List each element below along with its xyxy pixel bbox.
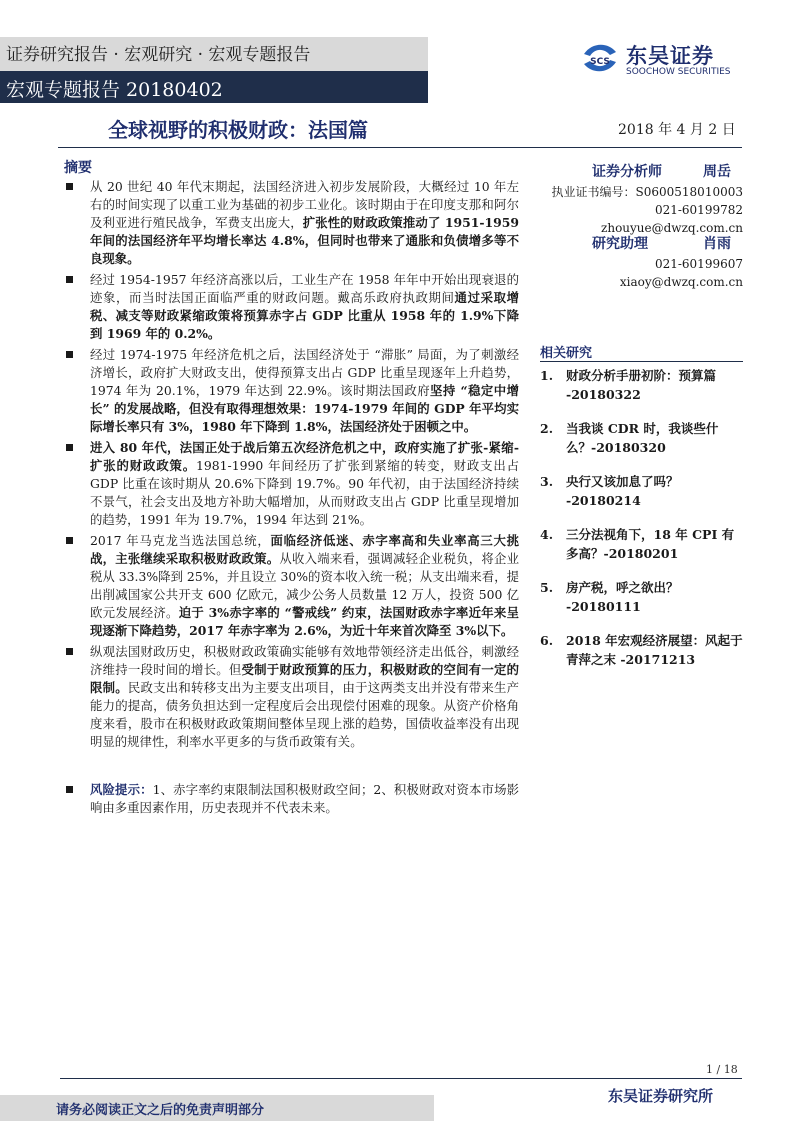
related-research-list: [540, 366, 745, 684]
abstract-heading: 摘要: [64, 160, 92, 176]
report-type-label: 宏观专题报告 20180402: [6, 79, 223, 101]
body-text: 从 20 世纪 40 年代末期起，法国经济进入初步发展阶段，大概经过 10 年左右的时间实现了以重工业为基础的初步工业化。该时期由于在印度支那和阿尔及利亚进行殖民战争，军费支出庞大，: [90, 179, 519, 230]
related-research-divider: [540, 361, 743, 362]
related-research-number: 5.: [540, 580, 554, 595]
abstract-paragraph: [64, 439, 519, 529]
company-logo: [578, 40, 748, 82]
assistant-name: 肖雨: [703, 236, 731, 252]
bullet-icon: [66, 444, 73, 451]
related-research-item[interactable]: [540, 419, 745, 457]
highlight-text: 受制于财政预算的压力，积极财政的空间有一定的限制。: [90, 662, 520, 695]
highlight-text: 坚持 “稳定中增长” 的发展战略，但没有取得理想效果：1974-1979 年间的 GDP 年平均实际增长率只有 3%，1980 年下降到 1.8%，法国经济处于困顿之中。: [90, 383, 519, 434]
bullet-icon: [66, 786, 73, 793]
analyst-cert: 执业证书编号：S0600518010003: [551, 185, 743, 199]
related-research-title: 央行又该加息了吗？ -20180214: [566, 474, 679, 508]
report-title: 全球视野的积极财政：法国篇: [108, 118, 368, 142]
assistant-email: xiaoy@dwzq.com.cn: [619, 275, 743, 289]
analyst-name: 周岳: [703, 164, 731, 180]
related-research-number: 1.: [540, 368, 554, 383]
related-research-title: 房产税，呼之欲出？ -20180111: [566, 580, 679, 614]
highlight-text: 进入 80 年代，法国正处于战后第五次经济危机之中，政府实施了扩张-紧缩-扩张的财政政策。: [90, 440, 519, 473]
bullet-icon: [66, 276, 73, 283]
abstract-paragraph: [64, 271, 519, 343]
body-text: 民政支出和转移支出为主要支出项目，由于这两类支出并没有带来生产能力的提高，债务负担达到一定程度后会出现偿付困难的现象。从资产价格角度来看，股市在积极财政政策期间整体呈现上涨的趋势，国债收益率没有出现明显的规律性，利率水平更多的与货币政策有关。: [90, 680, 520, 749]
title-divider: [58, 147, 742, 148]
abstract-paragraph: [64, 532, 519, 640]
related-research-item[interactable]: [540, 366, 745, 404]
body-text: 1981-1990 年间经历了扩张到紧缩的转变，财政支出占 GDP 比重在该时期从 20.6%下降到 19.7%。90 年代初，由于法国经济持续不景气，社会支出及地方补助大幅增加，从而财政支出占 GDP 比重呈现增加的趋势，1991 年为 19.7%，1994 年达到 21%。: [90, 458, 519, 527]
related-research-title: 当我谈 CDR 时，我谈些什么？-20180320: [566, 421, 719, 455]
analyst-phone: 021-60199782: [654, 203, 743, 217]
highlight-text: 迫于 3%赤字率的 “警戒线” 约束，法国财政赤字率近年来呈现逐渐下降趋势，2017 年赤字率为 2.6%，为近十年来首次降至 3%以下。: [90, 605, 520, 638]
abstract-paragraph: [64, 643, 519, 751]
related-research-item[interactable]: [540, 472, 745, 510]
body-text: 经过 1974-1975 年经济危机之后，法国经济处于 “滞胀” 局面，为了刺激经济增长，政府扩大财政支出，使得预算支出占 GDP 比重呈现逐年上升趋势，1974 年为 20.1%，1979 年达到 22.9%。该时期法国政府: [90, 347, 519, 398]
analyst-email: zhouyue@dwzq.com.cn: [601, 221, 743, 235]
abstract-paragraph: [64, 178, 519, 268]
bullet-icon: [66, 648, 73, 655]
footer-institute: 东吴证券研究所: [608, 1087, 714, 1105]
bullet-icon: [66, 183, 73, 190]
risk-warning: [64, 781, 519, 817]
analyst-row: [540, 163, 743, 181]
body-text: 纵观法国财政历史，积极财政政策确实能够有效地带领经济走出低谷，刺激经济维持一段时间的增长。但: [90, 644, 519, 677]
related-research-item[interactable]: [540, 578, 745, 616]
logo-mark-icon: [578, 40, 622, 80]
related-research-number: 3.: [540, 474, 554, 489]
assistant-row: [540, 235, 743, 253]
related-research-title: 三分法视角下，18 年 CPI 有多高？-20180201: [566, 527, 735, 561]
risk-label: 风险提示：: [90, 782, 153, 797]
analyst-info: [540, 165, 743, 291]
related-research-number: 2.: [540, 421, 554, 436]
related-research-title: 财政分析手册初阶：预算篇 -20180322: [566, 368, 717, 402]
footer-divider: [60, 1078, 742, 1079]
highlight-text: 通过采取增税、减支等财政紧缩政策将预算赤字占 GDP 比重从 1958 年的 1.9%下降到 1969 年的 0.2%。: [90, 290, 520, 341]
risk-text: 1、赤字率约束限制法国积极财政空间；2、积极财政对资本市场影响由多重因素作用，历史表现并不代表未来。: [90, 782, 519, 815]
logo-name-en: SOOCHOW SECURITIES: [626, 67, 731, 77]
analyst-role: 证券分析师: [592, 164, 662, 180]
abstract-body: [64, 178, 519, 820]
related-research-number: 4.: [540, 527, 554, 542]
abstract-paragraph-list: [64, 178, 519, 751]
highlight-text: 面临经济低迷、赤字率高和失业率高三大挑战，主张继续采取积极财政政策。: [90, 533, 519, 566]
logo-badge-text: SCS: [590, 57, 610, 67]
assistant-phone: 021-60199607: [654, 257, 743, 271]
related-research-heading: 相关研究: [540, 346, 593, 361]
assistant-role: 研究助理: [592, 236, 648, 252]
page-number: 1 / 18: [706, 1063, 738, 1076]
related-research-title: 2018 年宏观经济展望：风起于青萍之末 -20171213: [566, 633, 743, 667]
related-research-number: 6.: [540, 633, 554, 648]
bullet-icon: [66, 351, 73, 358]
footer-disclaimer-bar: [0, 1095, 434, 1121]
breadcrumb: 证券研究报告 · 宏观研究 · 宏观专题报告: [6, 45, 311, 65]
related-research-item[interactable]: [540, 525, 745, 563]
bullet-icon: [66, 537, 73, 544]
related-research-item[interactable]: [540, 631, 745, 669]
highlight-text: 扩张性的财政政策推动了 1951-1959 年间的法国经济年平均增长率达 4.8%，但同时也带来了通胀和负债增多等不良现象。: [90, 215, 519, 266]
abstract-paragraph: [64, 346, 519, 436]
body-text: 2017 年马克龙当选法国总统，: [90, 533, 271, 548]
body-text: 经过 1954-1957 年经济高涨以后，工业生产在 1958 年年中开始出现衰退的迹象，而当时法国正面临严重的财政问题。戴高乐政府执政期间: [90, 272, 519, 305]
logo-name-cn: 东吴证券: [626, 44, 714, 68]
report-date: 2018 年 4 月 2 日: [618, 122, 736, 138]
body-text: 从收入端来看，强调减轻企业税负，将企业税从 33.3%降到 25%，并且设立 30%的资本收入统一税；从支出端来看，提出削减国家公共开支 600 亿欧元，减少公务人员数量 12 万人，投资 500 亿欧元发展经济。: [90, 551, 520, 620]
footer-disclaimer: 请务必阅读正文之后的免责声明部分: [56, 1103, 265, 1118]
